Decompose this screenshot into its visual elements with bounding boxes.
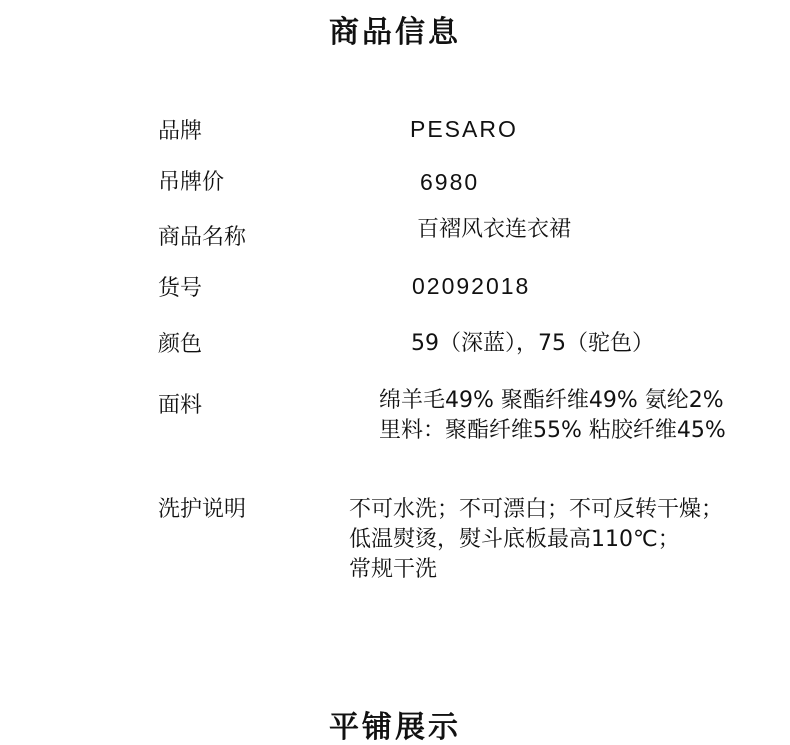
material-line: 里料：聚酯纤维55% 粘胶纤维45% — [379, 418, 726, 443]
care-line: 不可水洗；不可漂白；不可反转干燥； — [349, 497, 724, 522]
section-title-flat-display: 平铺展示 — [329, 710, 461, 745]
tag-price-label: 吊牌价 — [158, 170, 225, 195]
material-label: 面料 — [158, 393, 203, 418]
tag-price-value: 6980 — [420, 169, 480, 195]
material-value — [379, 386, 726, 446]
care-line: 常规干洗 — [349, 557, 438, 582]
material-line: 绵羊毛49% 聚酯纤维49% 氨纶2% — [379, 388, 724, 413]
item-no-label: 货号 — [158, 276, 203, 301]
item-no-value: 02092018 — [412, 273, 531, 299]
color-label: 颜色 — [158, 332, 203, 357]
section-title-product-info: 商品信息 — [329, 15, 461, 50]
brand-label: 品牌 — [158, 119, 203, 144]
brand-value: PESARO — [410, 116, 518, 142]
care-line: 低温熨烫，熨斗底板最高110℃； — [349, 527, 680, 552]
color-value: 59（深蓝），75（驼色） — [411, 331, 654, 356]
care-label: 洗护说明 — [158, 497, 247, 522]
product-name-value: 百褶风衣连衣裙 — [417, 217, 572, 242]
product-name-label: 商品名称 — [158, 225, 247, 250]
care-value — [349, 495, 723, 585]
